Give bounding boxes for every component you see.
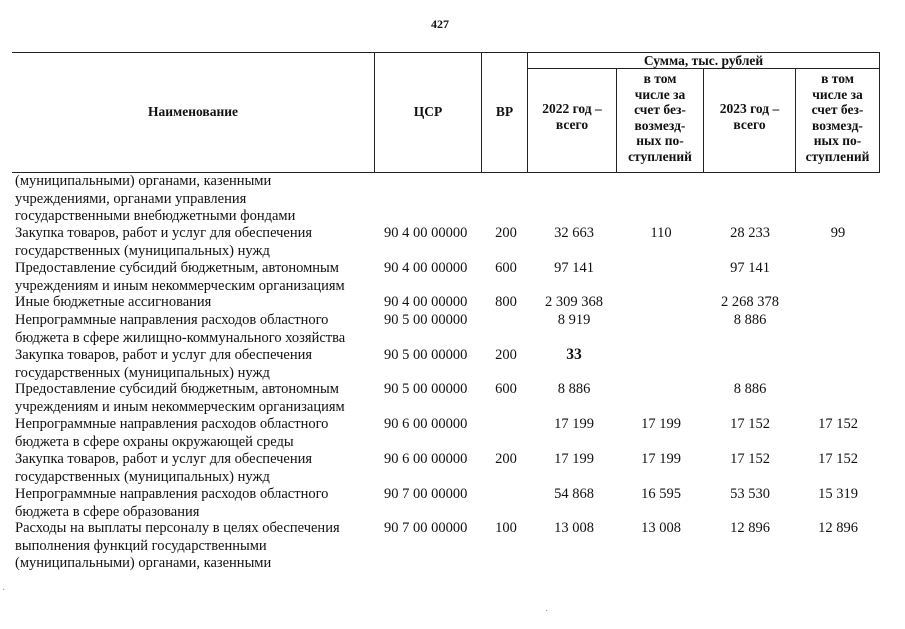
- header-2023-total: [704, 101, 795, 132]
- row-name-line: Закупка товаров, работ и услуг для обеспечения: [15, 451, 313, 467]
- row-name-line: Предоставление субсидий бюджетным, автономным: [15, 381, 339, 397]
- header-2022-total: [528, 101, 616, 132]
- header-line: в том: [821, 71, 854, 86]
- row-name-line: учреждениями, органами управления: [15, 190, 247, 207]
- header-line: ступлений: [805, 148, 870, 164]
- header-line: возмезд-: [634, 117, 686, 133]
- row-name: [15, 486, 380, 521]
- row-csr: 90 6 00 00000: [384, 416, 468, 432]
- row-name: [15, 312, 380, 347]
- row-2023-total: 8 886: [733, 312, 767, 328]
- header-sum-group: Сумма, тыс. рублей: [643, 53, 764, 68]
- header-2022-free: [617, 71, 703, 164]
- row-vr: 600: [495, 260, 517, 276]
- row-vr: 800: [495, 294, 517, 310]
- table-right-border: [879, 52, 880, 172]
- row-name-line: государственных (муниципальных) нужд: [15, 242, 270, 259]
- row-2023-total: 2 268 378: [721, 294, 779, 310]
- row-name-line: (муниципальными) органами, казенными: [15, 555, 272, 571]
- row-csr: 90 5 00 00000: [384, 381, 468, 397]
- header-line: счет без-: [634, 102, 686, 117]
- row-2022-free: 17 199: [641, 451, 681, 467]
- row-2022-total: 32 663: [554, 225, 594, 241]
- row-vr: 200: [495, 451, 517, 467]
- row-vr: 600: [495, 381, 517, 397]
- row-name-line: государственных (муниципальных) нужд: [15, 364, 270, 381]
- table-row: [15, 173, 380, 226]
- header-line: всего: [555, 116, 589, 132]
- scan-speck: ·: [2, 585, 6, 596]
- row-name-line: (муниципальными) органами, казенными: [15, 173, 272, 189]
- header-line: числе за: [634, 86, 686, 102]
- row-name: [15, 260, 380, 295]
- row-2022-total: 97 141: [554, 260, 594, 276]
- header-csr: ЦСР: [413, 104, 443, 119]
- row-csr: 90 4 00 00000: [384, 294, 468, 310]
- row-2022-free: 16 595: [641, 486, 681, 502]
- header-line: счет без-: [811, 102, 864, 117]
- header-line: числе за: [812, 86, 863, 102]
- scan-speck: ·: [545, 606, 549, 617]
- row-name: [15, 451, 380, 486]
- row-2023-free: 12 896: [818, 520, 858, 536]
- row-2023-total: 97 141: [730, 260, 770, 276]
- row-vr: 200: [495, 225, 517, 241]
- row-name-line: бюджета в сфере охраны окружающей среды: [15, 433, 294, 450]
- row-name: [15, 225, 380, 260]
- row-2022-total: 33: [566, 346, 582, 363]
- row-2022-total: 8 886: [557, 381, 591, 397]
- row-name: [15, 347, 380, 382]
- row-2023-total: 17 152: [730, 451, 770, 467]
- row-2023-free: 17 152: [818, 416, 858, 432]
- row-name-line: Расходы на выплаты персоналу в целях обеспечения: [15, 520, 340, 536]
- row-2022-total: 8 919: [557, 312, 591, 328]
- row-2023-total: 53 530: [730, 486, 770, 502]
- header-2023-free: [796, 71, 879, 164]
- header-name: Наименование: [148, 104, 238, 119]
- row-name-line: государственными внебюджетными фондами: [15, 208, 296, 224]
- row-2023-free: 17 152: [818, 451, 858, 467]
- row-name: [15, 416, 380, 451]
- row-csr: 90 5 00 00000: [384, 312, 468, 328]
- header-vr: ВР: [495, 104, 514, 119]
- row-2022-total: 54 868: [554, 486, 594, 502]
- row-name: [15, 294, 380, 312]
- row-2023-total: 12 896: [730, 520, 770, 536]
- row-2023-total: 8 886: [733, 381, 767, 397]
- row-csr: 90 5 00 00000: [384, 347, 468, 363]
- row-csr: 90 4 00 00000: [384, 225, 468, 241]
- header-line: 2022 год –: [542, 101, 602, 116]
- header-line: 2023 год –: [719, 101, 780, 116]
- row-2022-total: 17 199: [554, 451, 594, 467]
- row-2022-total: 2 309 368: [545, 294, 603, 310]
- row-2022-total: 17 199: [554, 416, 594, 432]
- row-2023-free: 99: [830, 225, 846, 241]
- header-line: ных по-: [636, 133, 684, 148]
- row-name-line: Закупка товаров, работ и услуг для обеспечения: [15, 225, 313, 241]
- row-2022-free: 17 199: [641, 416, 681, 432]
- row-csr: 90 4 00 00000: [384, 260, 468, 276]
- row-name-line: Непрограммные направления расходов областного: [15, 416, 329, 432]
- row-name-line: Непрограммные направления расходов областного: [15, 312, 329, 328]
- row-name-line: Непрограммные направления расходов областного: [15, 486, 329, 502]
- row-name-line: Иные бюджетные ассигнования: [15, 294, 212, 310]
- header-line: ступлений: [628, 148, 692, 164]
- row-name-line: выполнения функций государственными: [15, 537, 267, 554]
- page-number: 427: [431, 17, 449, 31]
- header-line: возмезд-: [812, 117, 863, 133]
- row-name-line: учреждениям и иным некоммерческим организациям: [15, 398, 345, 415]
- row-name-line: бюджета в сфере жилищно-коммунального хозяйства: [15, 329, 346, 346]
- row-2022-free: 110: [650, 225, 672, 241]
- row-2022-free: 13 008: [641, 520, 681, 536]
- header-line: ных по-: [813, 133, 862, 148]
- row-name-line: Закупка товаров, работ и услуг для обеспечения: [15, 347, 313, 363]
- row-csr: 90 6 00 00000: [384, 451, 468, 467]
- row-2023-free: 15 319: [818, 486, 858, 502]
- row-csr: 90 7 00 00000: [384, 486, 468, 502]
- row-name-line: бюджета в сфере образования: [15, 503, 200, 520]
- row-csr: 90 7 00 00000: [384, 520, 468, 536]
- row-name-line: государственных (муниципальных) нужд: [15, 468, 270, 485]
- row-name-line: Предоставление субсидий бюджетным, автономным: [15, 260, 339, 276]
- row-2022-total: 13 008: [554, 520, 594, 536]
- row-vr: 100: [495, 520, 517, 536]
- header-line: в том: [643, 71, 677, 86]
- row-vr: 200: [495, 347, 517, 363]
- row-name: [15, 381, 380, 416]
- row-name-line: учреждениям и иным некоммерческим организациям: [15, 277, 345, 294]
- row-name: [15, 520, 380, 573]
- header-line: всего: [733, 116, 766, 132]
- row-2023-total: 17 152: [730, 416, 770, 432]
- row-2023-total: 28 233: [730, 225, 770, 241]
